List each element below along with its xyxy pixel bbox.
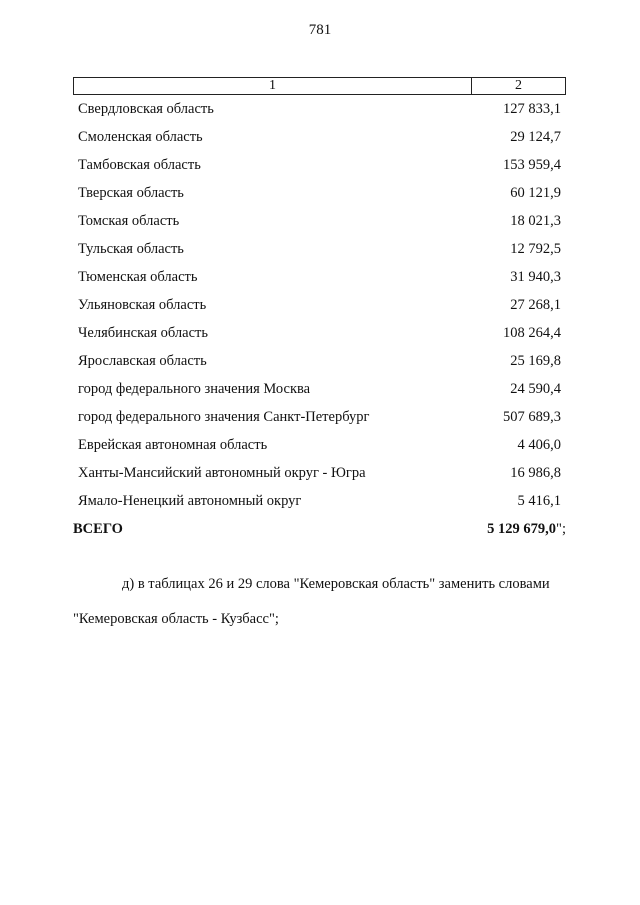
page-number: 781	[308, 22, 332, 38]
region-value: 16 986,8	[510, 464, 561, 481]
table-row	[73, 263, 566, 291]
region-name: Тамбовская область	[78, 156, 201, 173]
region-value: 127 833,1	[503, 100, 561, 117]
table-row	[73, 235, 566, 263]
table-row	[73, 123, 566, 151]
table-row	[73, 291, 566, 319]
region-value: 18 021,3	[510, 212, 561, 229]
region-name: город федерального значения Москва	[78, 380, 311, 397]
region-name: Тульская область	[78, 240, 184, 257]
total-label: ВСЕГО	[73, 520, 123, 537]
table-header-row	[73, 77, 566, 95]
table-header-col-2: 2	[515, 78, 522, 93]
region-name: Тюменская область	[78, 268, 198, 285]
region-name: Тверская область	[78, 184, 184, 201]
amendment-paragraph-continuation: "Кемеровская область - Кузбасс";	[73, 611, 279, 627]
region-name: Свердловская область	[78, 100, 214, 117]
table-row	[73, 207, 566, 235]
table-row	[73, 347, 566, 375]
region-value: 60 121,9	[510, 184, 561, 201]
region-name: Ульяновская область	[78, 296, 207, 313]
region-value: 153 959,4	[503, 156, 561, 173]
total-suffix: ";	[556, 520, 566, 537]
region-value: 27 268,1	[510, 296, 561, 313]
table-row	[73, 319, 566, 347]
table-row	[73, 487, 566, 515]
table-total-row	[73, 515, 566, 543]
region-value: 12 792,5	[510, 240, 561, 257]
region-value: 108 264,4	[503, 324, 561, 341]
table-row	[73, 151, 566, 179]
region-value: 29 124,7	[510, 128, 561, 145]
total-value: 5 129 679,0	[487, 520, 557, 537]
table-row	[73, 431, 566, 459]
region-value: 4 406,0	[517, 436, 561, 453]
region-name: Челябинская область	[78, 324, 208, 341]
region-value: 507 689,3	[503, 408, 561, 425]
amendment-paragraph: д) в таблицах 26 и 29 слова "Кемеровская область" заменить словами	[122, 576, 550, 592]
region-name: Томская область	[78, 212, 180, 229]
table-row	[73, 375, 566, 403]
region-name: Ямало-Ненецкий автономный округ	[78, 492, 302, 509]
table-row	[73, 459, 566, 487]
region-name: Ханты-Мансийский автономный округ - Югра	[78, 464, 366, 481]
table-row	[73, 179, 566, 207]
table-row	[73, 95, 566, 123]
table-header-col-1: 1	[74, 78, 472, 94]
region-name: город федерального значения Санкт-Петербург	[78, 408, 370, 425]
data-table	[73, 77, 566, 543]
total-value-cell	[446, 521, 566, 538]
region-value: 5 416,1	[517, 492, 561, 509]
region-value: 31 940,3	[510, 268, 561, 285]
region-name: Еврейская автономная область	[78, 436, 268, 453]
region-name: Ярославская область	[78, 352, 207, 369]
region-value: 24 590,4	[510, 380, 561, 397]
region-name: Смоленская область	[78, 128, 203, 145]
region-value: 25 169,8	[510, 352, 561, 369]
table-row	[73, 403, 566, 431]
